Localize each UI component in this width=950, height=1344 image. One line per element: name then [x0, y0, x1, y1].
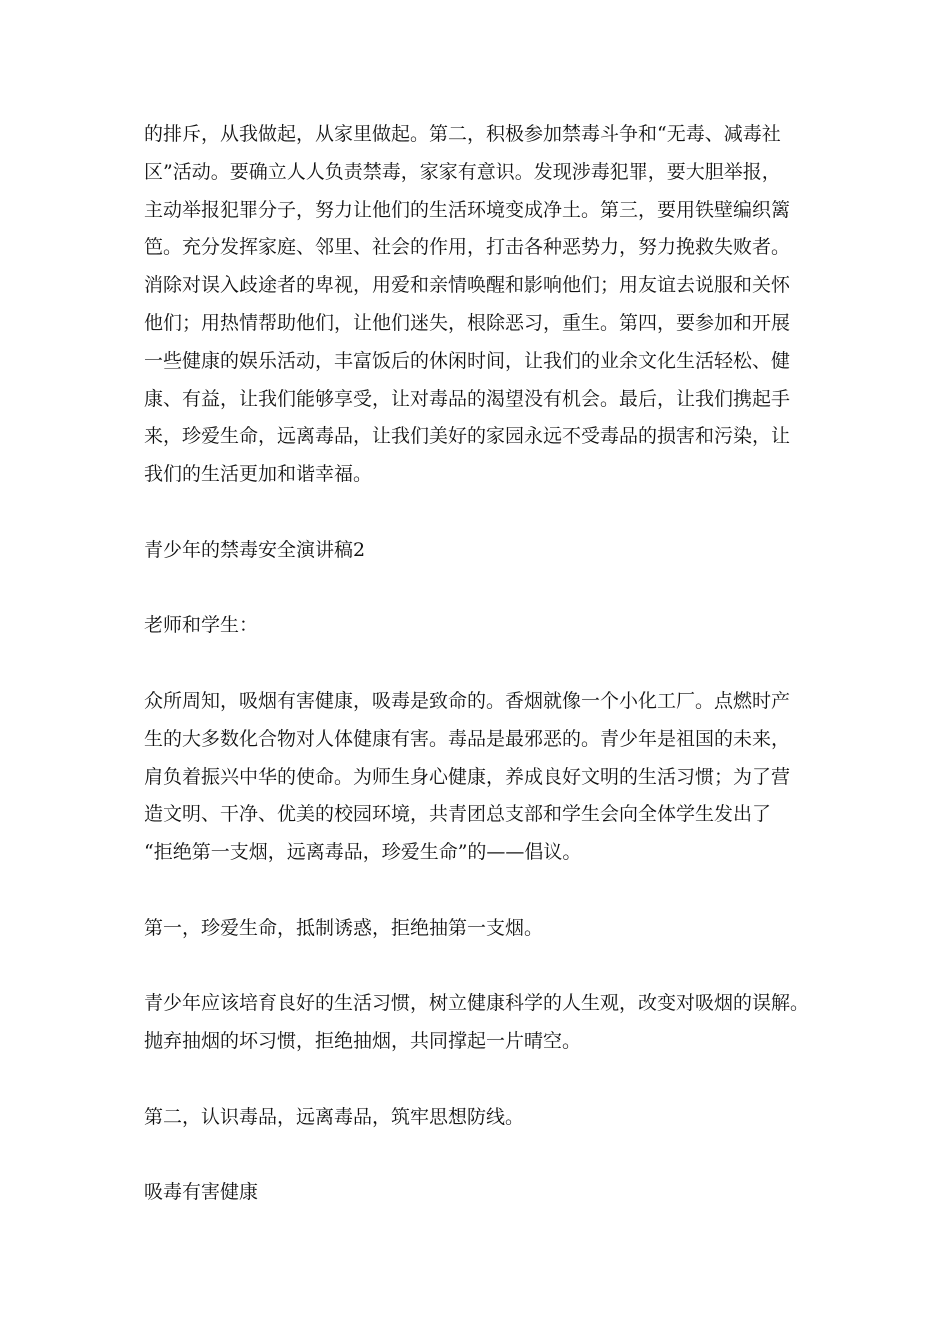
text-line: 来，珍爱生命，远离毒品，让我们美好的家园永远不受毒品的损害和污染，让 — [144, 425, 791, 448]
paragraph-gap — [144, 645, 824, 683]
salutation — [144, 607, 824, 645]
text-line: 的排斥，从我做起，从家里做起。第二，积极参加禁毒斗争和“无毒、减毒社 — [144, 123, 781, 145]
point-text: 第二，认识毒品，远离毒品，筑牢思想防线。 — [144, 1105, 525, 1128]
paragraph-3 — [144, 985, 824, 1061]
text-line: 我们的生活更加和谐幸福。 — [144, 463, 373, 486]
paragraph-gap — [144, 1061, 824, 1099]
paragraph-gap — [144, 494, 824, 532]
text-line: 康、有益，让我们能够享受，让对毒品的渴望没有机会。最后，让我们携起手 — [144, 387, 791, 410]
text-line: 肩负着振兴中华的使命。为师生身心健康，养成良好文明的生活习惯；为了营 — [144, 765, 791, 788]
paragraph-gap — [144, 570, 824, 608]
paragraph-1 — [144, 116, 824, 494]
point-2 — [144, 1099, 824, 1137]
point-1 — [144, 910, 824, 948]
text-line: 笆。充分发挥家庭、邻里、社会的作用，打击各种恶势力，努力挽救失败者。 — [144, 236, 791, 259]
text-line: 生的大多数化合物对人体健康有害。毒品是最邪恶的。青少年是祖国的未来， — [144, 727, 791, 750]
text-line: 区”活动。要确立人人负责禁毒，家家有意识。发现涉毒犯罪，要大胆举报， — [144, 160, 781, 183]
section-heading — [144, 532, 824, 570]
text-line: 他们；用热情帮助他们，让他们迷失，根除恶习，重生。第四，要参加和开展 — [144, 311, 791, 334]
heading-text: 青少年的禁毒安全演讲稿2 — [144, 538, 366, 561]
text-line: 众所周知，吸烟有害健康，吸毒是致命的。香烟就像一个小化工厂。点燃时产 — [144, 689, 791, 712]
text-line: “拒绝第一支烟，远离毒品，珍爱生命”的——倡议。 — [144, 841, 582, 864]
text-line: 造文明、干净、优美的校园环境，共青团总支部和学生会向全体学生发出了 — [144, 803, 772, 826]
paragraph-2 — [144, 683, 824, 872]
paragraph-gap — [144, 948, 824, 986]
point-text: 第一，珍爱生命，抵制诱惑，拒绝抽第一支烟。 — [144, 916, 544, 939]
paragraph-gap — [144, 872, 824, 910]
text-line: 抛弃抽烟的坏习惯，拒绝抽烟，共同撑起一片晴空。 — [144, 1030, 582, 1053]
salutation-text: 老师和学生： — [144, 614, 259, 637]
text-line: 一些健康的娱乐活动，丰富饭后的休闲时间，让我们的业余文化生活轻松、健 — [144, 349, 791, 372]
paragraph-gap — [144, 1137, 824, 1175]
text-line: 主动举报犯罪分子，努力让他们的生活环境变成净土。第三，要用铁壁编织篱 — [144, 198, 791, 221]
final-line — [144, 1174, 824, 1212]
text-line: 青少年应该培育良好的生活习惯，树立健康科学的人生观，改变对吸烟的误解。 — [144, 992, 810, 1015]
final-line-text: 吸毒有害健康 — [144, 1181, 259, 1204]
document-page — [144, 116, 824, 1212]
text-line: 消除对误入歧途者的卑视，用爱和亲情唤醒和影响他们；用友谊去说服和关怀 — [144, 274, 791, 297]
